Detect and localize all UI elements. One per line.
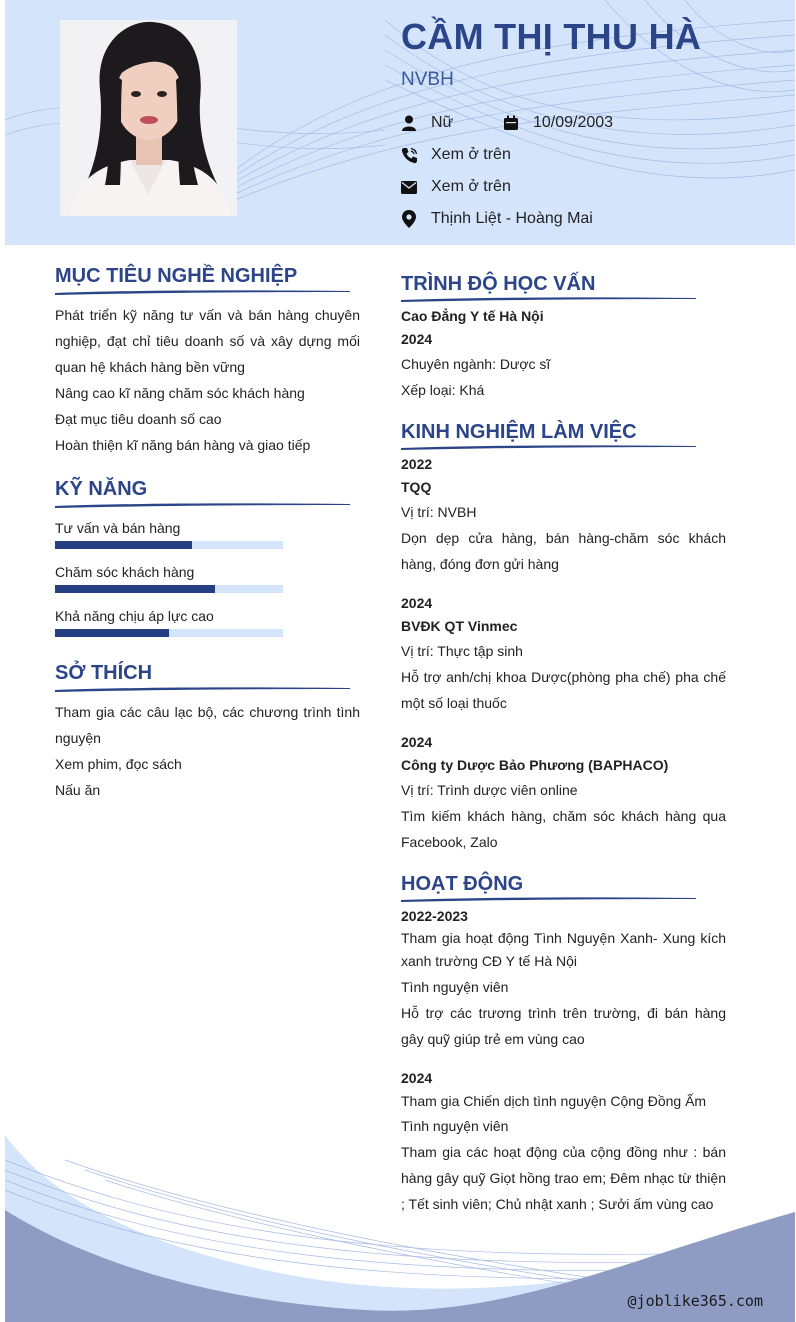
education-year: 2024 [401, 331, 433, 347]
job-3-company: Công ty Dược Bảo Phương (BAPHACO) [401, 757, 669, 773]
activities-title: HOẠT ĐỘNG [401, 873, 524, 895]
job-3-position: Vị trí: Trình dược viên online [401, 782, 578, 798]
job-2-position: Vị trí: Thực tập sinh [401, 643, 523, 659]
skill-bar-1 [55, 541, 283, 549]
profile-photo [60, 20, 237, 216]
hobbies-paragraph: Tham gia các câu lạc bộ, các chương trình tình nguyện [55, 704, 360, 746]
education-title: TRÌNH ĐỘ HỌC VẤN [401, 273, 596, 295]
footer-wave-decoration [5, 1100, 795, 1322]
activity-2-role: Tình nguyện viên [401, 1118, 509, 1134]
portrait-illustration [60, 20, 237, 216]
objective-paragraph: Phát triển kỹ năng tư vấn và bán hàng chuyên nghiệp, đạt chỉ tiêu doanh số và xây dựng mối quan hệ khách hàng bền vững [55, 307, 360, 375]
user-icon [400, 114, 418, 132]
address-row [400, 209, 593, 229]
skill-label-2: Chăm sóc khách hàng [55, 564, 195, 580]
skill-bar-3 [55, 629, 283, 637]
activity-1-name: Tham gia hoạt động Tình Nguyện Xanh- Xung kích xanh trường CĐ Y tế Hà Nội [401, 930, 726, 969]
phone-value: Xem ở trên [431, 146, 511, 163]
map-pin-icon [400, 210, 418, 228]
education-major: Chuyên ngành: Dược sĩ [401, 356, 551, 372]
envelope-icon [400, 178, 418, 196]
skills-title-underline [55, 500, 350, 510]
hobby-item-2: Nấu ăn [55, 782, 101, 798]
header [5, 0, 795, 245]
activity-1-year: 2022-2023 [401, 908, 468, 924]
education-grade: Xếp loại: Khá [401, 382, 485, 398]
objective-title-underline [55, 287, 350, 297]
job-1-description: Dọn dẹp cửa hàng, bán hàng-chăm sóc khách hàng, đóng đơn gửi hàng [401, 530, 726, 572]
gender-value: Nữ [431, 114, 454, 131]
candidate-name: CẦM THỊ THU HÀ [401, 16, 702, 57]
objective-item-1: Nâng cao kĩ năng chăm sóc khách hàng [55, 385, 305, 401]
skill-label-1: Tư vấn và bán hàng [55, 520, 181, 536]
hobbies-title: SỞ THÍCH [55, 662, 153, 684]
skills-title: KỸ NĂNG [55, 478, 148, 500]
hobby-item-1: Xem phim, đọc sách [55, 756, 182, 772]
activity-1-description: Hỗ trợ các trương trình trên trường, đi bán hàng gây quỹ giúp trẻ em vùng cao [401, 1005, 726, 1047]
job-3-year: 2024 [401, 734, 433, 750]
job-1-company: TQQ [401, 479, 432, 495]
email-row [400, 177, 511, 197]
job-title: NVBH [401, 69, 454, 90]
objective-item-3: Hoàn thiện kĩ năng bán hàng và giao tiếp [55, 437, 311, 453]
skill-fill-3 [55, 629, 169, 637]
birthdate-row [502, 113, 613, 133]
watermark: @joblike365.com [627, 1292, 763, 1310]
job-1-position: Vị trí: NVBH [401, 504, 477, 520]
experience-title-underline [401, 442, 696, 452]
calendar-icon [502, 114, 520, 132]
skill-fill-1 [55, 541, 192, 549]
job-1-year: 2022 [401, 456, 433, 472]
hobbies-title-underline [55, 684, 350, 694]
skill-fill-2 [55, 585, 215, 593]
activity-2-year: 2024 [401, 1070, 433, 1086]
address-value: Thịnh Liệt - Hoàng Mai [431, 210, 593, 227]
skill-label-3: Khả năng chịu áp lực cao [55, 608, 214, 624]
job-3-description: Tìm kiếm khách hàng, chăm sóc khách hàng qua Facebook, Zalo [401, 808, 726, 850]
job-2-description: Hỗ trợ anh/chị khoa Dược(phòng pha chế) pha chế một số loại thuốc [401, 669, 726, 711]
phone-icon [400, 146, 418, 164]
experience-title: KINH NGHIỆM LÀM VIỆC [401, 421, 637, 443]
job-2-year: 2024 [401, 595, 433, 611]
objective-title: MỤC TIÊU NGHỀ NGHIỆP [55, 265, 298, 287]
gender-row [400, 113, 453, 133]
objective-item-2: Đạt mục tiêu doanh số cao [55, 411, 222, 427]
education-school: Cao Đẳng Y tế Hà Nội [401, 308, 544, 324]
activity-2-name: Tham gia Chiến dịch tình nguyện Cộng Đồng Ấm [401, 1093, 707, 1109]
activity-2-description: Tham gia các hoạt động của cộng đồng như : bán hàng gây quỹ Giọt hồng trao em; Đêm nhạc từ thiện ; Tết sinh viên; Chủ nhật xanh ; Sưởi ấm vùng cao [401, 1144, 726, 1212]
job-2-company: BVĐK QT Vinmec [401, 618, 518, 634]
birthdate-value: 10/09/2003 [533, 114, 614, 131]
email-value: Xem ở trên [431, 178, 511, 195]
activity-1-role: Tình nguyện viên [401, 979, 509, 995]
phone-row [400, 145, 511, 165]
skill-bar-2 [55, 585, 283, 593]
